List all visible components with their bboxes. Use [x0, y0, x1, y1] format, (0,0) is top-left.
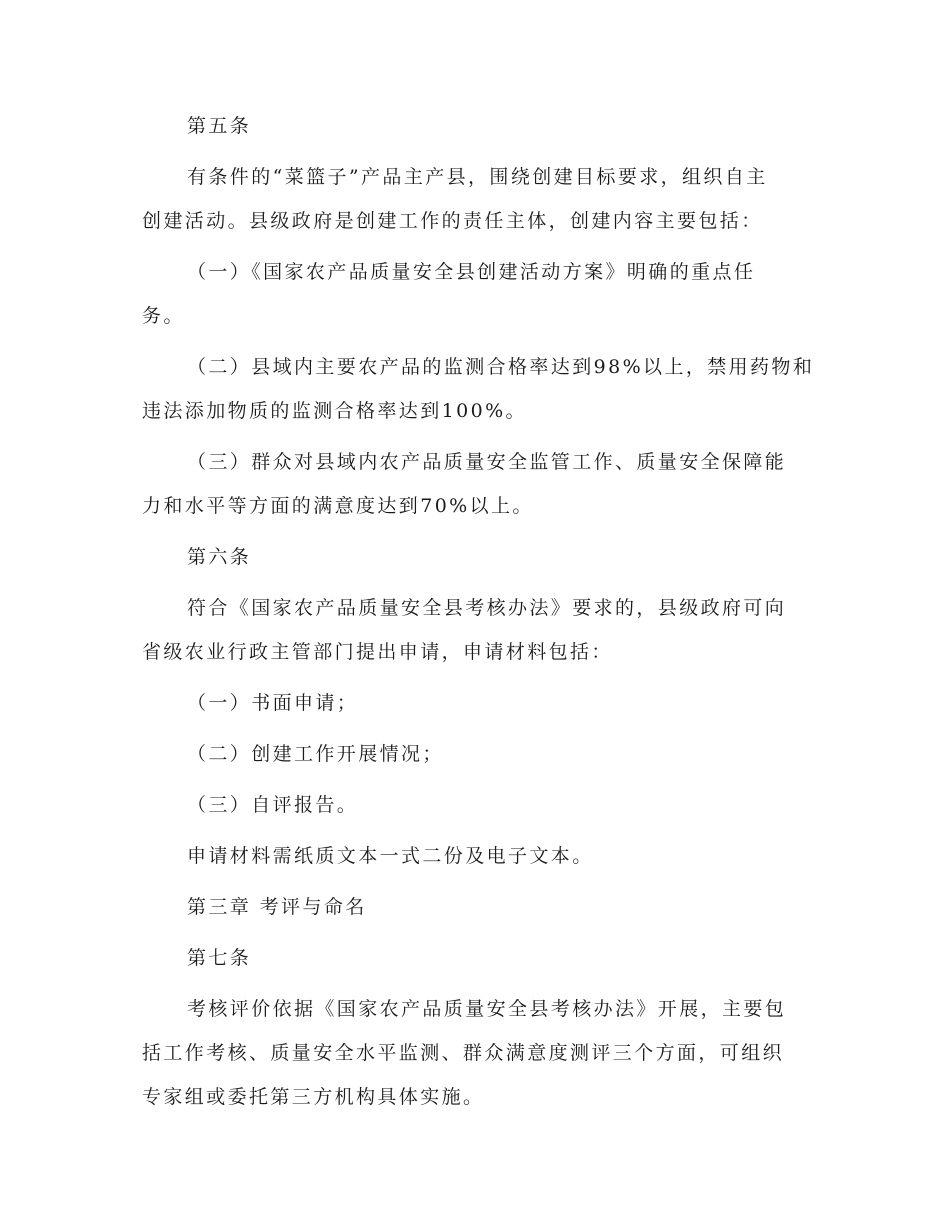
paragraph-gap — [142, 338, 810, 345]
text-line: 第五条 — [187, 115, 252, 137]
text-line: 专家组或委托第三方机构具体实施。 — [142, 1086, 485, 1108]
paragraph-gap — [142, 980, 810, 987]
paragraph-gap — [142, 929, 810, 936]
paragraph-gap — [142, 148, 810, 155]
text-line: 申请材料需纸质文本一式二份及电子文本。 — [187, 845, 594, 867]
paragraph-gap — [142, 528, 810, 535]
text-line: 符合《国家农产品质量安全县考核办法》要求的，县级政府可向 — [187, 597, 787, 619]
text-line: （三）自评报告。 — [187, 794, 359, 816]
paragraph-gap — [142, 674, 810, 681]
text-line: （一）书面申请； — [187, 692, 359, 714]
paragraph-gap — [142, 776, 810, 783]
paragraph-gap — [142, 827, 810, 834]
text-line: 创建活动。县级政府是创建工作的责任主体，创建内容主要包括： — [142, 210, 763, 232]
text-line: 违法添加物质的监测合格率达到100%。 — [142, 400, 527, 422]
text-line: 第七条 — [187, 947, 252, 969]
text-line: 有条件的“菜篮子”产品主产县，围绕创建目标要求，组织自主 — [187, 166, 768, 188]
paragraph-gap — [142, 433, 810, 440]
text-line: 力和水平等方面的满意度达到70%以上。 — [142, 495, 534, 517]
paragraph-gap — [142, 243, 810, 250]
text-line: 务。 — [142, 305, 185, 327]
text-line: 第三章 考评与命名 — [187, 896, 367, 918]
text-line: 括工作考核、质量安全水平监测、群众满意度测评三个方面，可组织 — [142, 1042, 785, 1064]
text-line: （二）创建工作开展情况； — [187, 743, 444, 765]
text-line: 考核评价依据《国家农产品质量安全县考核办法》开展，主要包 — [187, 998, 787, 1020]
text-line: （一）《国家农产品质量安全县创建活动方案》明确的重点任 — [187, 261, 756, 283]
paragraph-gap — [142, 579, 810, 586]
text-line: （二）县域内主要农产品的监测合格率达到98%以上，禁用药物和 — [187, 356, 815, 378]
text-line: 第六条 — [187, 546, 252, 568]
document-page — [142, 104, 815, 1119]
text-line: （三）群众对县域内农产品质量安全监管工作、质量安全保障能 — [187, 451, 787, 473]
paragraph-gap — [142, 725, 810, 732]
text-line: 省级农业行政主管部门提出申请，申请材料包括： — [142, 641, 613, 663]
paragraph-gap — [142, 878, 810, 885]
